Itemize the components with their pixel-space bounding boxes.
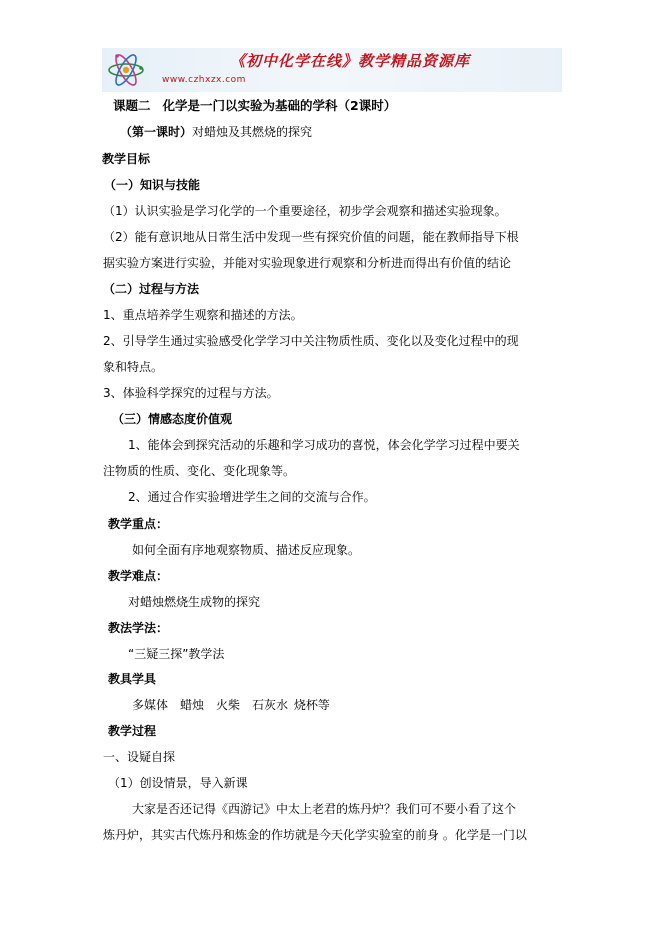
process-method-heading: （二）过程与方法: [103, 282, 200, 296]
paragraph-line-2: 炼丹炉，其实古代炼丹和炼金的作坊就是今天化学实验室的前身 。化学是一门以: [103, 828, 527, 842]
process-item-2-b: 象和特点。: [103, 360, 164, 374]
method-heading: 教法学法：: [108, 621, 169, 635]
method-text: “三疑三探”教学法: [128, 647, 225, 661]
session-line: [120, 125, 312, 139]
emotion-heading: （三）情感态度价值观: [112, 412, 233, 426]
tools-heading: 教具学具: [108, 672, 157, 686]
knowledge-item-1: （1）认识实验是学习化学的一个重要途径，初步学会观察和描述实验现象。: [103, 204, 507, 218]
lesson-title: [113, 99, 396, 113]
lesson-number: 课题二: [113, 98, 151, 113]
atom-logo-icon: [106, 50, 146, 90]
lesson-title-text: 化学是一门以实验为基础的学科（2课时）: [162, 98, 397, 113]
objectives-heading: 教学目标: [102, 152, 151, 166]
tools-text: 多媒体 蜡烛 火柴 石灰水 烧杯等: [132, 698, 330, 712]
focus-heading: 教学重点：: [108, 517, 169, 531]
banner-title: 《初中化学在线》教学精品资源库: [230, 52, 471, 70]
process-item-1: 1、重点培养学生观察和描述的方法。: [103, 308, 303, 322]
paragraph-line-1: 大家是否还记得《西游记》中太上老君的炼丹炉？我们可不要小看了这个: [132, 802, 517, 816]
session-label: （第一课时）: [120, 125, 193, 139]
emotion-item-1-a: 1、能体会到探究活动的乐趣和学习成功的喜悦，体会化学学习过程中要关: [128, 438, 520, 452]
emotion-item-1-b: 注物质的性质、变化、变化现象等。: [103, 464, 296, 478]
session-topic: 对蜡烛及其燃烧的探究: [192, 125, 313, 139]
knowledge-item-2-b: 据实验方案进行实验，并能对实验现象进行观察和分析进而得出有价值的结论: [103, 256, 512, 270]
emotion-item-2: 2、通过合作实验增进学生之间的交流与合作。: [128, 490, 376, 504]
knowledge-heading: （一）知识与技能: [104, 178, 201, 192]
process-heading: 教学过程: [108, 724, 157, 738]
difficulty-heading: 教学难点：: [108, 569, 169, 583]
step-1: 一、设疑自探: [103, 750, 176, 764]
step-1-1: （1）创设情景，导入新课: [108, 776, 248, 790]
difficulty-text: 对蜡烛燃烧生成物的探究: [128, 595, 261, 609]
knowledge-item-2-a: （2）能有意识地从日常生活中发现一些有探究价值的问题，能在教师指导下根: [103, 230, 519, 244]
banner-url: www.czhxzx.com: [162, 75, 246, 85]
process-item-3: 3、体验科学探究的过程与方法。: [103, 386, 279, 400]
header-banner: [102, 48, 562, 92]
focus-text: 如何全面有序地观察物质、描述反应现象。: [132, 543, 361, 557]
process-item-2-a: 2、引导学生通过实验感受化学学习中关注物质性质、变化以及变化过程中的现: [103, 334, 519, 348]
